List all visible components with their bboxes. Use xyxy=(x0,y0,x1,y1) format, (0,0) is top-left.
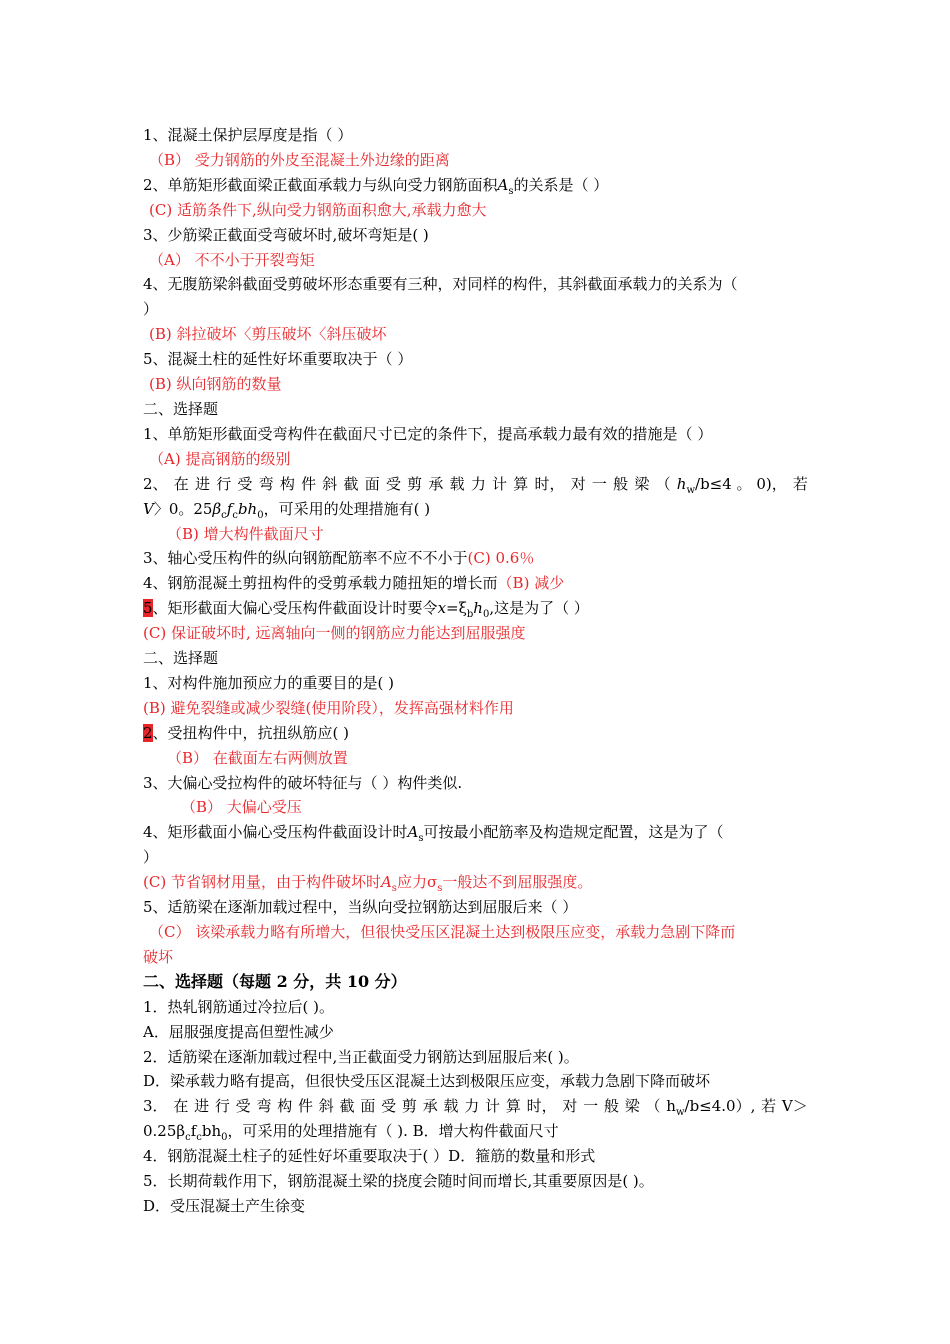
b1-answer-1: （B） 受力钢筋的外皮至混凝土外边缘的距离 xyxy=(149,150,450,169)
b4-question-4: 4．钢筋混凝土柱子的延性好坏重要取决于( ）D．箍筋的数量和形式 xyxy=(143,1147,596,1166)
b3-question-4-cont: ） xyxy=(143,848,159,867)
b4-question-5: 5．长期荷载作用下，钢筋混凝土梁的挠度会随时间而增长,其重要原因是( )。 xyxy=(143,1172,654,1191)
b3-question-4 xyxy=(143,820,808,845)
b4-heading: 二、选择题（每题 2 分，共 10 分） xyxy=(143,971,407,991)
b4-q3-formula xyxy=(666,1094,755,1119)
b4-q3-zero: 0 xyxy=(221,1132,228,1144)
b2-question-1: 1、单筋矩形截面受弯构件在截面尺寸已定的条件下，提高承载力最有效的措施是（ ） xyxy=(143,424,713,443)
b2-question-5 xyxy=(143,596,808,621)
b3-a4-mid: 应力σ xyxy=(396,873,438,892)
b2-q2-part: 行 xyxy=(216,474,232,493)
b4-q3-part: 构 xyxy=(277,1097,293,1116)
b2-answer-2: （B) 增大构件截面尺寸 xyxy=(167,524,324,543)
b2-q2-f: f xyxy=(226,499,233,518)
b2-q5-text: 、矩形截面大偏心受压构件截面设计时要令 xyxy=(152,599,438,618)
b2-q5-zero: 0 xyxy=(482,609,490,621)
b3-heading: 二、选择题 xyxy=(143,649,219,668)
b3-answer-5: （C） 该梁承载力略有所增大，但很快受压区混凝土达到极限压应变，承载力急剧下降而 xyxy=(149,923,736,941)
b4-q3-part: 件 xyxy=(298,1097,314,1116)
b2-q2-bh: bh xyxy=(237,499,258,518)
b4-q3-part: 算 xyxy=(505,1097,521,1116)
b4-q3-pre: 0.25β xyxy=(143,1122,186,1141)
b4-q3-hsub: w xyxy=(675,1107,685,1119)
b3-answer-4 xyxy=(143,870,808,895)
b4-q3-part: 对 xyxy=(562,1097,578,1116)
b2-q2-part: 梁 xyxy=(634,474,650,493)
b2-q2-zero: 0 xyxy=(257,509,264,521)
b2-q2-h: h xyxy=(676,474,687,493)
b1-q2-sub: s xyxy=(508,185,514,197)
b2-q3-text: 3、轴心受压构件的纵向钢筋配筋率不应不不小于 xyxy=(143,549,468,568)
b4-q3-part: 计 xyxy=(485,1097,501,1116)
b4-q3-post: ，可采用的处理措施有（ ). B．增大构件截面尺寸 xyxy=(227,1122,559,1141)
b4-q3-part: 受 xyxy=(235,1097,251,1116)
b2-q2-part: （ xyxy=(655,474,671,493)
b2-q2-v: V xyxy=(143,499,154,518)
b4-q3-part: 行 xyxy=(214,1097,230,1116)
b4-q3-c2: c xyxy=(196,1132,202,1144)
b2-q5-mark: 5 xyxy=(143,599,153,618)
b2-q2-part: 剪 xyxy=(407,474,423,493)
b2-q2-part: 面 xyxy=(364,474,380,493)
b4-q3-part: 面 xyxy=(360,1097,376,1116)
b2-q2-part: 计 xyxy=(492,474,508,493)
b3-q2-text: 、受扭构件中，抗扭纵筋应( ) xyxy=(152,723,350,742)
b2-q2-tail: ，可采用的处理措施有( ) xyxy=(263,499,431,518)
b4-q3-f: f xyxy=(190,1122,197,1141)
b2-q2-part: 对 xyxy=(570,474,586,493)
b2-answer-5: (C) 保证破坏时, 远离轴向一侧的钢筋应力能达到屈服强度 xyxy=(143,624,526,643)
b3-q4-text: 4、矩形截面小偏心受压构件截面设计时 xyxy=(143,823,408,842)
b3-q4-text-end: 可按最小配筋率及构造规定配置，这是为了（ xyxy=(423,823,724,842)
b3-q4-var: A xyxy=(407,823,419,842)
b3-a4-sub: s xyxy=(391,883,397,895)
b4-q3-part: 载 xyxy=(443,1097,459,1116)
b3-answer-3: （B） 大偏心受压 xyxy=(181,798,302,817)
b2-question-3 xyxy=(143,546,808,571)
b3-question-3: 3、大偏心受拉构件的破坏特征与（ ）构件类似. xyxy=(143,773,463,792)
b2-q2-formula xyxy=(677,472,787,497)
b1-answer-5: (B) 纵向钢筋的数量 xyxy=(149,375,282,394)
b2-q5-h: h xyxy=(473,599,483,618)
b3-a4-text-end: 一般达不到屈服强度。 xyxy=(442,873,593,892)
b4-q3-part: 弯 xyxy=(256,1097,272,1116)
b1-question-3: 3、少筋梁正截面受弯破坏时,破坏弯矩是( ) xyxy=(143,225,429,244)
b2-q2-part: 弯 xyxy=(258,474,274,493)
b4-q3-part: 承 xyxy=(422,1097,438,1116)
b2-question-2-cont xyxy=(143,497,808,522)
b2-q2-c: c xyxy=(221,509,227,521)
b3-a4-sub2: s xyxy=(437,883,443,895)
b2-q2-part: 承 xyxy=(428,474,444,493)
b4-q3-ratio: /b≤4.0）, xyxy=(684,1097,756,1116)
b2-q2-part: 在 xyxy=(173,474,189,493)
b3-answer-5-cont: 破坏 xyxy=(143,947,174,966)
b2-q2-hsub: w xyxy=(686,484,696,496)
b2-q2-part: 2、 xyxy=(143,474,168,493)
b2-question-4 xyxy=(143,571,808,596)
b3-a4-text: (C) 节省钢材用量，由于构件破坏时 xyxy=(143,873,381,892)
b2-heading: 二、选择题 xyxy=(143,399,219,418)
b1-question-4-cont: ） xyxy=(143,300,159,319)
b4-q3-part: 进 xyxy=(194,1097,210,1116)
b2-answer-1: （A) 提高钢筋的级别 xyxy=(149,449,291,468)
b1-answer-4: (B) 斜拉破坏〈剪压破坏〈斜压破坏 xyxy=(149,325,387,344)
b1-q2-text-end: 的关系是（ ） xyxy=(513,175,609,194)
b1-answer-3: （A） 不不小于开裂弯矩 xyxy=(149,250,315,269)
b2-q2-part: 载 xyxy=(449,474,465,493)
b4-q3-part: 受 xyxy=(381,1097,397,1116)
b2-q2-ratio: /b≤4 。 0)， xyxy=(695,474,787,493)
b2-q2-rest: 〉0。25 xyxy=(153,499,213,518)
document-page xyxy=(143,123,808,1219)
b4-q3-part: 截 xyxy=(339,1097,355,1116)
b2-answer-3: (C) 0.6％ xyxy=(467,549,535,568)
b1-question-5: 5、混凝土柱的延性好坏重要取决于（ ） xyxy=(143,350,413,369)
b4-q3-h: h xyxy=(666,1097,676,1116)
b3-q2-mark: 2 xyxy=(143,723,153,742)
b3-q4-sub: s xyxy=(418,833,424,845)
b4-q3-part: 在 xyxy=(173,1097,189,1116)
b1-q2-text: 2、单筋矩形截面梁正截面承载力与纵向受力钢筋面积 xyxy=(143,175,498,194)
b4-q3-v: V＞ xyxy=(781,1097,808,1116)
b2-q2-part: 受 xyxy=(385,474,401,493)
b3-question-1: 1、对构件施加预应力的重要目的是( ) xyxy=(143,673,395,692)
b4-q3-part: （ xyxy=(645,1097,661,1116)
b4-question-2: 2．适筋梁在逐渐加载过程中,当正截面受力钢筋达到屈服后来( )。 xyxy=(143,1047,579,1066)
b2-q2-part: 一 xyxy=(591,474,607,493)
b4-q3-part: 时， xyxy=(526,1097,557,1116)
b2-q2-part: 般 xyxy=(613,474,629,493)
b2-q2-part: 受 xyxy=(237,474,253,493)
b4-question-3 xyxy=(143,1094,808,1119)
b2-q2-c2: c xyxy=(232,509,238,521)
b4-q3-bh: bh xyxy=(201,1122,222,1141)
b4-question-3-cont xyxy=(143,1119,808,1144)
b3-a4-var: A xyxy=(380,873,392,892)
b2-q5-x: x xyxy=(437,599,447,618)
b4-q3-part: 斜 xyxy=(318,1097,334,1116)
b4-answer-5: D．受压混凝土产生徐变 xyxy=(143,1196,306,1215)
b2-q5-text-end: ,这是为了（ ） xyxy=(489,599,589,618)
b1-question-2 xyxy=(143,173,808,198)
b4-q3-part: 般 xyxy=(603,1097,619,1116)
b2-q2-part: 力 xyxy=(470,474,486,493)
b2-answer-4: （B) 减少 xyxy=(497,574,565,593)
b4-q3-c: c xyxy=(185,1132,191,1144)
b4-q3-if: 若 xyxy=(761,1097,777,1116)
b3-answer-2: （B） 在截面左右两侧放置 xyxy=(167,748,348,767)
b2-q4-text: 4、钢筋混凝土剪扭构件的受剪承载力随扭矩的增长而 xyxy=(143,574,498,593)
b2-q2-part: 构 xyxy=(279,474,295,493)
b4-answer-2: D．梁承载力略有提高，但很快受压区混凝土达到极限压应变，承载力急剧下降而破坏 xyxy=(143,1072,711,1091)
b1-question-1: 1、混凝土保护层厚度是指（ ） xyxy=(143,126,353,144)
b3-question-5: 5、适筋梁在逐渐加载过程中，当纵向受拉钢筋达到屈服后来（ ） xyxy=(143,898,578,917)
b2-q2-beta: β xyxy=(212,499,222,518)
b3-answer-1: (B) 避免裂缝或减少裂缝(使用阶段），发挥高强材料作用 xyxy=(143,698,514,717)
b2-q5-eq: =ξ xyxy=(446,599,467,618)
b2-q5-b: b xyxy=(466,609,474,621)
b4-answer-1: A．屈服强度提高但塑性减少 xyxy=(143,1022,334,1041)
b2-q2-part: 进 xyxy=(194,474,210,493)
b4-q3-part: 梁 xyxy=(624,1097,640,1116)
b4-q3-part: 剪 xyxy=(401,1097,417,1116)
b2-q2-part: 截 xyxy=(343,474,359,493)
b2-q2-part: 算 xyxy=(513,474,529,493)
b2-q2-part: 件 xyxy=(301,474,317,493)
b1-answer-2: (C) 适筋条件下,纵向受力钢筋面积愈大,承载力愈大 xyxy=(149,200,487,219)
b1-q2-var: A xyxy=(497,175,509,194)
b2-q2-part: 斜 xyxy=(322,474,338,493)
b4-q3-part: 力 xyxy=(464,1097,480,1116)
b2-q2-if: 若 xyxy=(792,474,808,493)
b4-question-1: 1．热轧钢筋通过冷拉后( )。 xyxy=(143,997,335,1016)
b2-question-2 xyxy=(143,472,808,497)
b4-q3-part: 一 xyxy=(583,1097,599,1116)
b1-question-4: 4、无腹筋梁斜截面受剪破坏形态重要有三种，对同样的构件，其斜截面承载力的关系为（ xyxy=(143,275,738,294)
b3-question-2 xyxy=(143,721,808,746)
b4-q3-part: 3． xyxy=(143,1097,168,1116)
b2-q2-part: 时， xyxy=(534,474,565,493)
